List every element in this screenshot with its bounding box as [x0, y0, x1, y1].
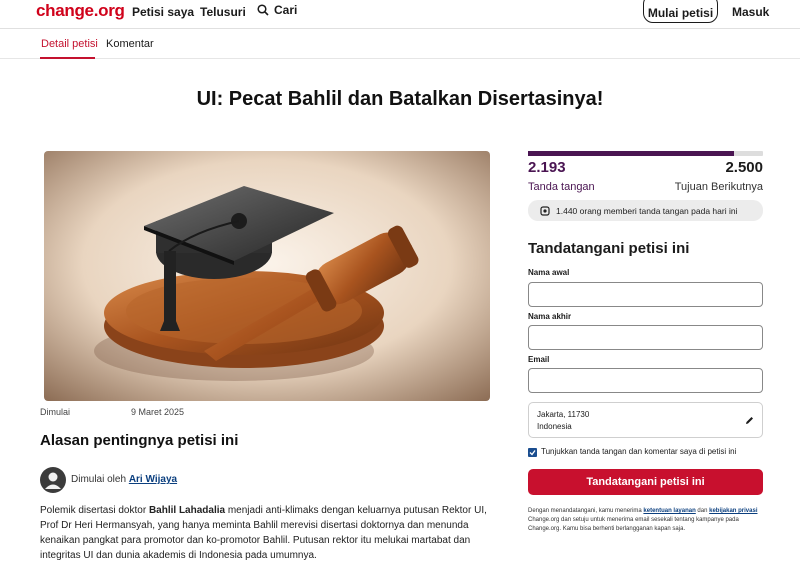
trending-icon [540, 206, 550, 216]
first-name-field[interactable] [528, 282, 763, 307]
starter-prefix: Dimulai oleh [71, 474, 127, 485]
description-bold-name: Bahlil Lahadalia [148, 505, 226, 516]
show-signature-checkbox[interactable] [528, 448, 537, 457]
signature-count-label: Tanda tangan [528, 181, 595, 193]
legal-text-2: dan [695, 508, 710, 514]
sign-form-title: Tandatangani petisi ini [528, 240, 690, 257]
change-org-logo[interactable]: change.org [36, 1, 125, 20]
checkmark-icon [529, 449, 536, 456]
first-name-label: Nama awal [528, 268, 570, 277]
today-signatures-badge [528, 200, 763, 221]
nav-my-petitions[interactable]: Petisi saya [132, 5, 195, 19]
search-button[interactable] [257, 3, 297, 17]
petition-starter [71, 474, 177, 485]
signature-progress-fill [528, 151, 734, 156]
tab-petition-details[interactable]: Detail petisi [41, 38, 98, 50]
terms-of-service-link[interactable]: ketentuan layanan [643, 508, 696, 514]
search-icon [257, 4, 269, 16]
email-field[interactable] [528, 368, 763, 393]
nav-browse[interactable]: Telusuri [200, 5, 246, 19]
legal-disclaimer [528, 507, 766, 534]
location-city: Jakarta, 11730 [537, 410, 590, 419]
user-icon [40, 467, 66, 493]
location-field[interactable] [528, 402, 763, 438]
show-signature-label: Tunjukkan tanda tangan dan komentar saya di petisi ini [541, 447, 737, 456]
login-link[interactable]: Masuk [732, 5, 770, 19]
top-navigation [0, 0, 800, 29]
started-label: Dimulai [40, 407, 71, 417]
petition-description [40, 503, 495, 563]
last-name-field[interactable] [528, 325, 763, 350]
petition-image [44, 151, 490, 401]
legal-text-3: Change.org dan setuju untuk menerima email sesekali tentang kampanye pada Change.org. Kamu bisa berhenti berlangganan kapan saja. [528, 517, 739, 532]
legal-text-1: Dengan menandatangani, kamu menerima [528, 508, 644, 514]
reason-heading: Alasan pentingnya petisi ini [40, 432, 239, 449]
started-date: 9 Maret 2025 [131, 407, 185, 417]
active-tab-indicator [40, 57, 95, 59]
avatar [40, 467, 66, 493]
privacy-policy-link[interactable]: kebijakan privasi [709, 508, 758, 514]
sign-petition-button[interactable]: Tandatangani petisi ini [528, 469, 763, 495]
signature-progress-bar [528, 151, 763, 156]
start-petition-button[interactable]: Mulai petisi [643, 0, 718, 23]
starter-name-link[interactable]: Ari Wijaya [128, 474, 178, 485]
last-name-label: Nama akhir [528, 312, 572, 321]
signature-goal-label: Tujuan Berikutnya [674, 181, 763, 193]
location-country: Indonesia [537, 422, 572, 431]
signature-count: 2.193 [528, 159, 566, 176]
description-text-start: Polemik disertasi doktor [40, 505, 149, 516]
today-signatures-text: 1.440 orang memberi tanda tangan pada hari ini [556, 205, 738, 216]
tab-comments[interactable]: Komentar [106, 38, 154, 50]
description-text-end: menjadi anti-klimaks dengan keluarnya putusan Rektor UI, Prof Dr Heri Hermansyah, yang hanya meminta Bahlil merevisi disertasi doktornya dan menunda kenaikan pangkat para promotor dan ko-promotor Bahlil. Putusan rektor itu melukai martabat dan integritas UI dan dunia akademis di Indonesia pada umumnya. [40, 505, 487, 561]
signature-goal: 2.500 [725, 159, 763, 176]
search-label: Cari [274, 3, 298, 17]
petition-tabs [0, 29, 800, 59]
email-label: Email [528, 355, 550, 364]
edit-pencil-icon[interactable] [745, 416, 754, 425]
petition-title: UI: Pecat Bahlil dan Batalkan Disertasinya! [196, 88, 604, 110]
